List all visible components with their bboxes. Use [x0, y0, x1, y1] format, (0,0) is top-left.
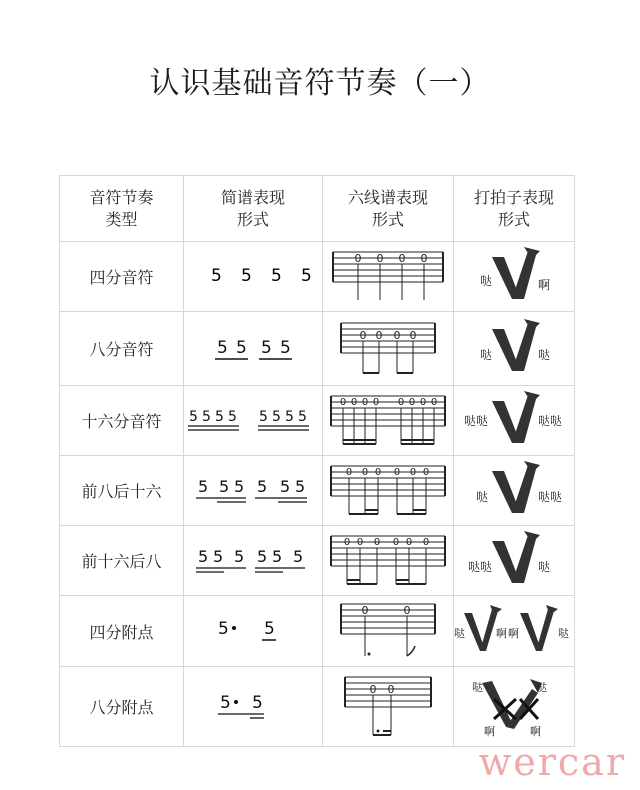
rhythm-table [59, 175, 575, 747]
svg-text:0: 0 [397, 396, 405, 408]
row-label: 八分附点 [60, 667, 184, 747]
svg-text:5: 5 [295, 476, 306, 496]
jianpu-digit: 5 [271, 265, 282, 286]
beat-cell [454, 456, 575, 526]
svg-text:0: 0 [372, 396, 380, 408]
beat-diagram [454, 243, 574, 307]
jianpu-cell [184, 242, 323, 312]
beat-diagram [454, 457, 574, 521]
svg-text:哒: 哒 [536, 680, 547, 694]
svg-text:啊: 啊 [484, 724, 495, 738]
svg-text:哒哒: 哒哒 [464, 413, 489, 428]
svg-text:0: 0 [359, 328, 367, 342]
header-tab-line1: 六线谱表现 [347, 187, 428, 207]
table-row [60, 596, 575, 667]
beat-diagram [454, 387, 574, 451]
beat-cell [454, 596, 575, 667]
svg-text:哒哒: 哒哒 [468, 559, 493, 574]
table-row [60, 526, 575, 596]
svg-text:0: 0 [361, 604, 369, 617]
row-label: 前八后十六 [60, 456, 184, 526]
svg-text:5: 5 [272, 408, 281, 425]
beat-word-a: 啊 [538, 277, 551, 292]
svg-text:0: 0 [354, 251, 362, 265]
svg-text:0: 0 [361, 466, 369, 478]
svg-text:0: 0 [430, 396, 438, 408]
jianpu-cell [184, 596, 323, 667]
jianpu-notation [184, 317, 322, 377]
header-beat-line2: 形式 [497, 209, 530, 229]
svg-text:5: 5 [217, 337, 228, 358]
svg-text:5: 5 [220, 692, 231, 713]
svg-text:啊: 啊 [508, 627, 519, 640]
header-jianpu [184, 176, 323, 242]
svg-text:5: 5 [218, 619, 229, 639]
jianpu-digit: 5 [241, 265, 252, 286]
jianpu-notation [184, 459, 322, 519]
svg-text:0: 0 [369, 682, 377, 696]
jianpu-notation [184, 675, 322, 735]
svg-text:5: 5 [219, 476, 230, 496]
jianpu-cell [184, 386, 323, 456]
svg-text:0: 0 [392, 536, 400, 548]
header-row [60, 176, 575, 242]
beat-cell [454, 667, 575, 747]
header-beat [454, 176, 575, 242]
svg-text:0: 0 [422, 536, 430, 548]
beat-cell [454, 526, 575, 596]
svg-text:哒哒: 哒哒 [538, 489, 563, 504]
jianpu-notation [184, 529, 322, 589]
svg-text:0: 0 [350, 396, 358, 408]
svg-text:5: 5 [234, 476, 245, 496]
jianpu-cell [184, 312, 323, 386]
jianpu-notation [184, 599, 322, 659]
svg-text:0: 0 [405, 536, 413, 548]
svg-text:5: 5 [298, 408, 307, 425]
tab-cell [323, 596, 454, 667]
tab-notation [323, 458, 453, 520]
tab-cell [323, 456, 454, 526]
header-tab-line2: 形式 [371, 209, 404, 229]
jianpu-digit: 5 [301, 265, 312, 286]
svg-text:5: 5 [261, 337, 272, 358]
svg-text:0: 0 [420, 251, 428, 265]
svg-text:啊: 啊 [496, 627, 507, 640]
header-beat-line1: 打拍子表现 [473, 187, 554, 207]
svg-text:0: 0 [403, 604, 411, 617]
beat-cell [454, 242, 575, 312]
header-jianpu-line1: 简谱表现 [220, 187, 285, 207]
svg-text:5: 5 [272, 546, 283, 566]
svg-text:哒: 哒 [558, 627, 569, 640]
svg-text:5: 5 [236, 337, 247, 358]
table-row [60, 456, 575, 526]
row-label: 四分音符 [60, 242, 184, 312]
svg-text:0: 0 [339, 396, 347, 408]
table-row [60, 386, 575, 456]
beat-diagram [454, 315, 574, 379]
jianpu-cell [184, 526, 323, 596]
tab-notation [323, 669, 453, 741]
svg-text:哒哒: 哒哒 [538, 413, 563, 428]
svg-text:5: 5 [293, 546, 304, 566]
svg-text:啊: 啊 [530, 724, 541, 738]
row-label: 八分音符 [60, 312, 184, 386]
svg-text:5: 5 [252, 692, 263, 713]
table-row [60, 667, 575, 747]
svg-text:0: 0 [376, 251, 384, 265]
header-jianpu-line2: 形式 [236, 209, 269, 229]
svg-text:哒: 哒 [538, 347, 551, 362]
svg-text:0: 0 [375, 328, 383, 342]
jianpu-cell [184, 667, 323, 747]
beat-word-da: 哒 [480, 273, 493, 288]
svg-text:哒: 哒 [480, 347, 493, 362]
svg-text:0: 0 [373, 536, 381, 548]
jianpu-notation [184, 389, 322, 449]
table-row [60, 312, 575, 386]
tab-notation [323, 244, 453, 306]
svg-text:5: 5 [213, 546, 224, 566]
tab-notation [323, 528, 453, 590]
svg-text:哒: 哒 [472, 680, 483, 694]
svg-text:0: 0 [409, 466, 417, 478]
svg-text:5: 5 [202, 408, 211, 425]
svg-text:0: 0 [374, 466, 382, 478]
svg-text:0: 0 [398, 251, 406, 265]
svg-text:哒: 哒 [454, 627, 465, 640]
svg-text:5: 5 [198, 546, 209, 566]
svg-text:5: 5 [257, 476, 268, 496]
beat-cell [454, 386, 575, 456]
jianpu-digit: 5 [211, 265, 222, 286]
page-title: 认识基础音符节奏（一） [149, 66, 491, 101]
jianpu-cell [184, 456, 323, 526]
row-label: 前十六后八 [60, 526, 184, 596]
svg-text:0: 0 [422, 466, 430, 478]
svg-text:哒: 哒 [476, 489, 489, 504]
row-label: 四分附点 [60, 596, 184, 667]
svg-text:5: 5 [234, 546, 245, 566]
svg-text:0: 0 [393, 466, 401, 478]
svg-text:0: 0 [343, 536, 351, 548]
svg-text:0: 0 [345, 466, 353, 478]
svg-text:5: 5 [259, 408, 268, 425]
svg-text:0: 0 [393, 328, 401, 342]
tab-notation [323, 596, 453, 662]
svg-text:0: 0 [356, 536, 364, 548]
header-type-line2: 类型 [105, 209, 138, 229]
svg-text:0: 0 [408, 396, 416, 408]
header-type-line1: 音符节奏 [89, 187, 154, 207]
svg-text:5: 5 [215, 408, 224, 425]
svg-text:哒: 哒 [538, 559, 551, 574]
beat-diagram [454, 597, 574, 661]
tab-notation [323, 315, 453, 379]
table-row [60, 242, 575, 312]
svg-text:5: 5 [257, 546, 268, 566]
header-tab [323, 176, 454, 242]
beat-diagram [454, 669, 574, 741]
svg-text:5: 5 [228, 408, 237, 425]
svg-text:5: 5 [280, 476, 291, 496]
svg-text:0: 0 [419, 396, 427, 408]
svg-text:5: 5 [189, 408, 198, 425]
svg-text:0: 0 [409, 328, 417, 342]
svg-text:5: 5 [264, 619, 275, 639]
tab-cell [323, 312, 454, 386]
svg-text:5: 5 [285, 408, 294, 425]
tab-cell [323, 386, 454, 456]
svg-text:5: 5 [198, 476, 209, 496]
svg-text:0: 0 [387, 682, 395, 696]
tab-cell [323, 667, 454, 747]
svg-text:5: 5 [280, 337, 291, 358]
svg-text:0: 0 [361, 396, 369, 408]
beat-cell [454, 312, 575, 386]
header-type [60, 176, 184, 242]
tab-cell [323, 242, 454, 312]
jianpu-notation [184, 245, 322, 305]
beat-diagram [454, 527, 574, 591]
tab-notation [323, 388, 453, 450]
watermark-text: wercar [478, 740, 626, 784]
row-label: 十六分音符 [60, 386, 184, 456]
tab-cell [323, 526, 454, 596]
